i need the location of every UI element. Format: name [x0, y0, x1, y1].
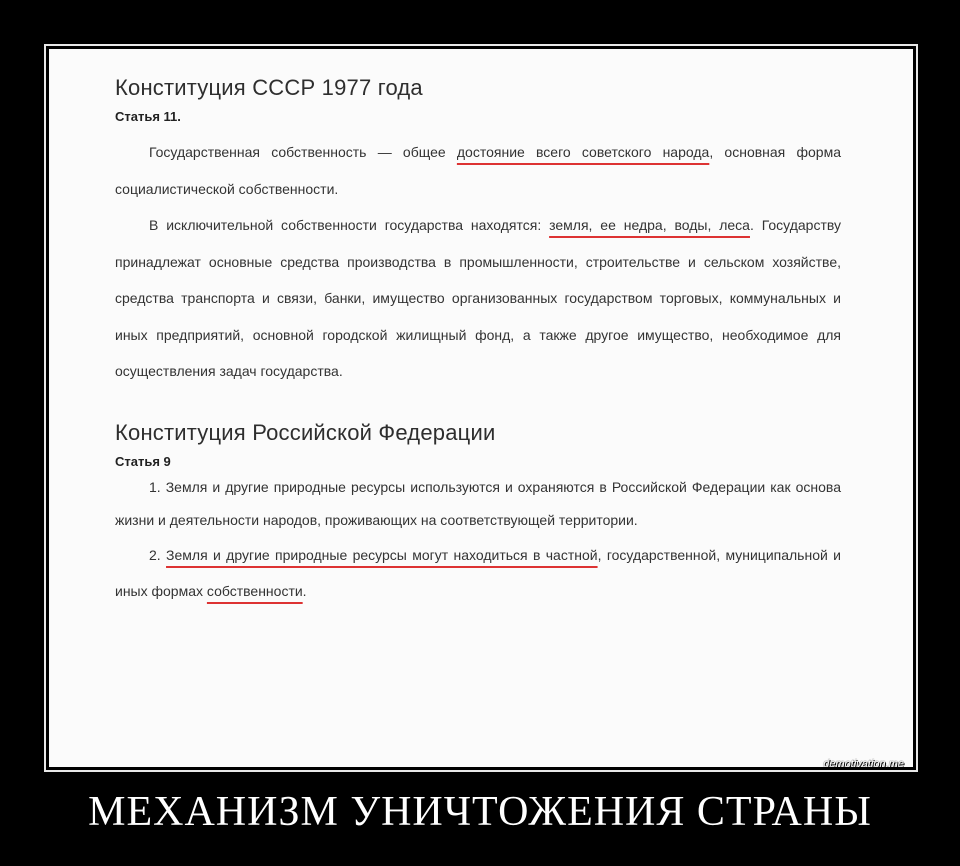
rf-paragraph-1: [115, 471, 841, 537]
text-span: , основная форма социалистической собственности.: [115, 144, 841, 197]
text-span: В исключительной собственности государства находятся:: [149, 217, 550, 233]
text-span: .: [302, 582, 307, 599]
text-span: . Государству принадлежат основные средства производства в промышленности, строительстве и сельском хозяйстве, средства транспорта и связи, банки, имущество организованных государством торговых, коммунальных и иных предприятий, основной городской жилищный фонд, а также другое имущество, необходимое для осуществления задач государства.: [115, 217, 842, 379]
underlined-text: Земля и другие природные ресурсы могут находиться в частной: [166, 546, 598, 563]
text-span: 2.: [149, 546, 167, 563]
poster-caption: МЕХАНИЗМ УНИЧТОЖЕНИЯ СТРАНЫ: [88, 789, 872, 835]
rf-article-heading: Статья 9: [115, 453, 171, 469]
rf-constitution-title: Конституция Российской Федерации: [115, 419, 496, 445]
underlined-text: собственности: [206, 582, 303, 599]
watermark: demotivation.me: [823, 758, 904, 770]
text-span: Государственная собственность — общее: [149, 144, 457, 160]
underlined-text: достояние всего советского народа: [456, 144, 710, 160]
text-span: , государственной, муниципальной и иных формах: [115, 546, 841, 599]
ussr-paragraph-2: [115, 207, 841, 390]
ussr-article-heading: Статья 11.: [115, 109, 181, 124]
document-image: [49, 49, 913, 767]
document-content: [115, 75, 841, 609]
rf-paragraph-2: [115, 537, 841, 609]
ussr-paragraph-1: [115, 134, 841, 207]
ussr-constitution-title: Конституция СССР 1977 года: [115, 75, 423, 100]
underlined-text: земля, ее недра, воды, леса: [549, 217, 750, 233]
text-span: 1. Земля и другие природные ресурсы используются и охраняются в Российской Федерации как основа жизни и деятельности народов, проживающих на соответствующей территории.: [115, 478, 841, 528]
